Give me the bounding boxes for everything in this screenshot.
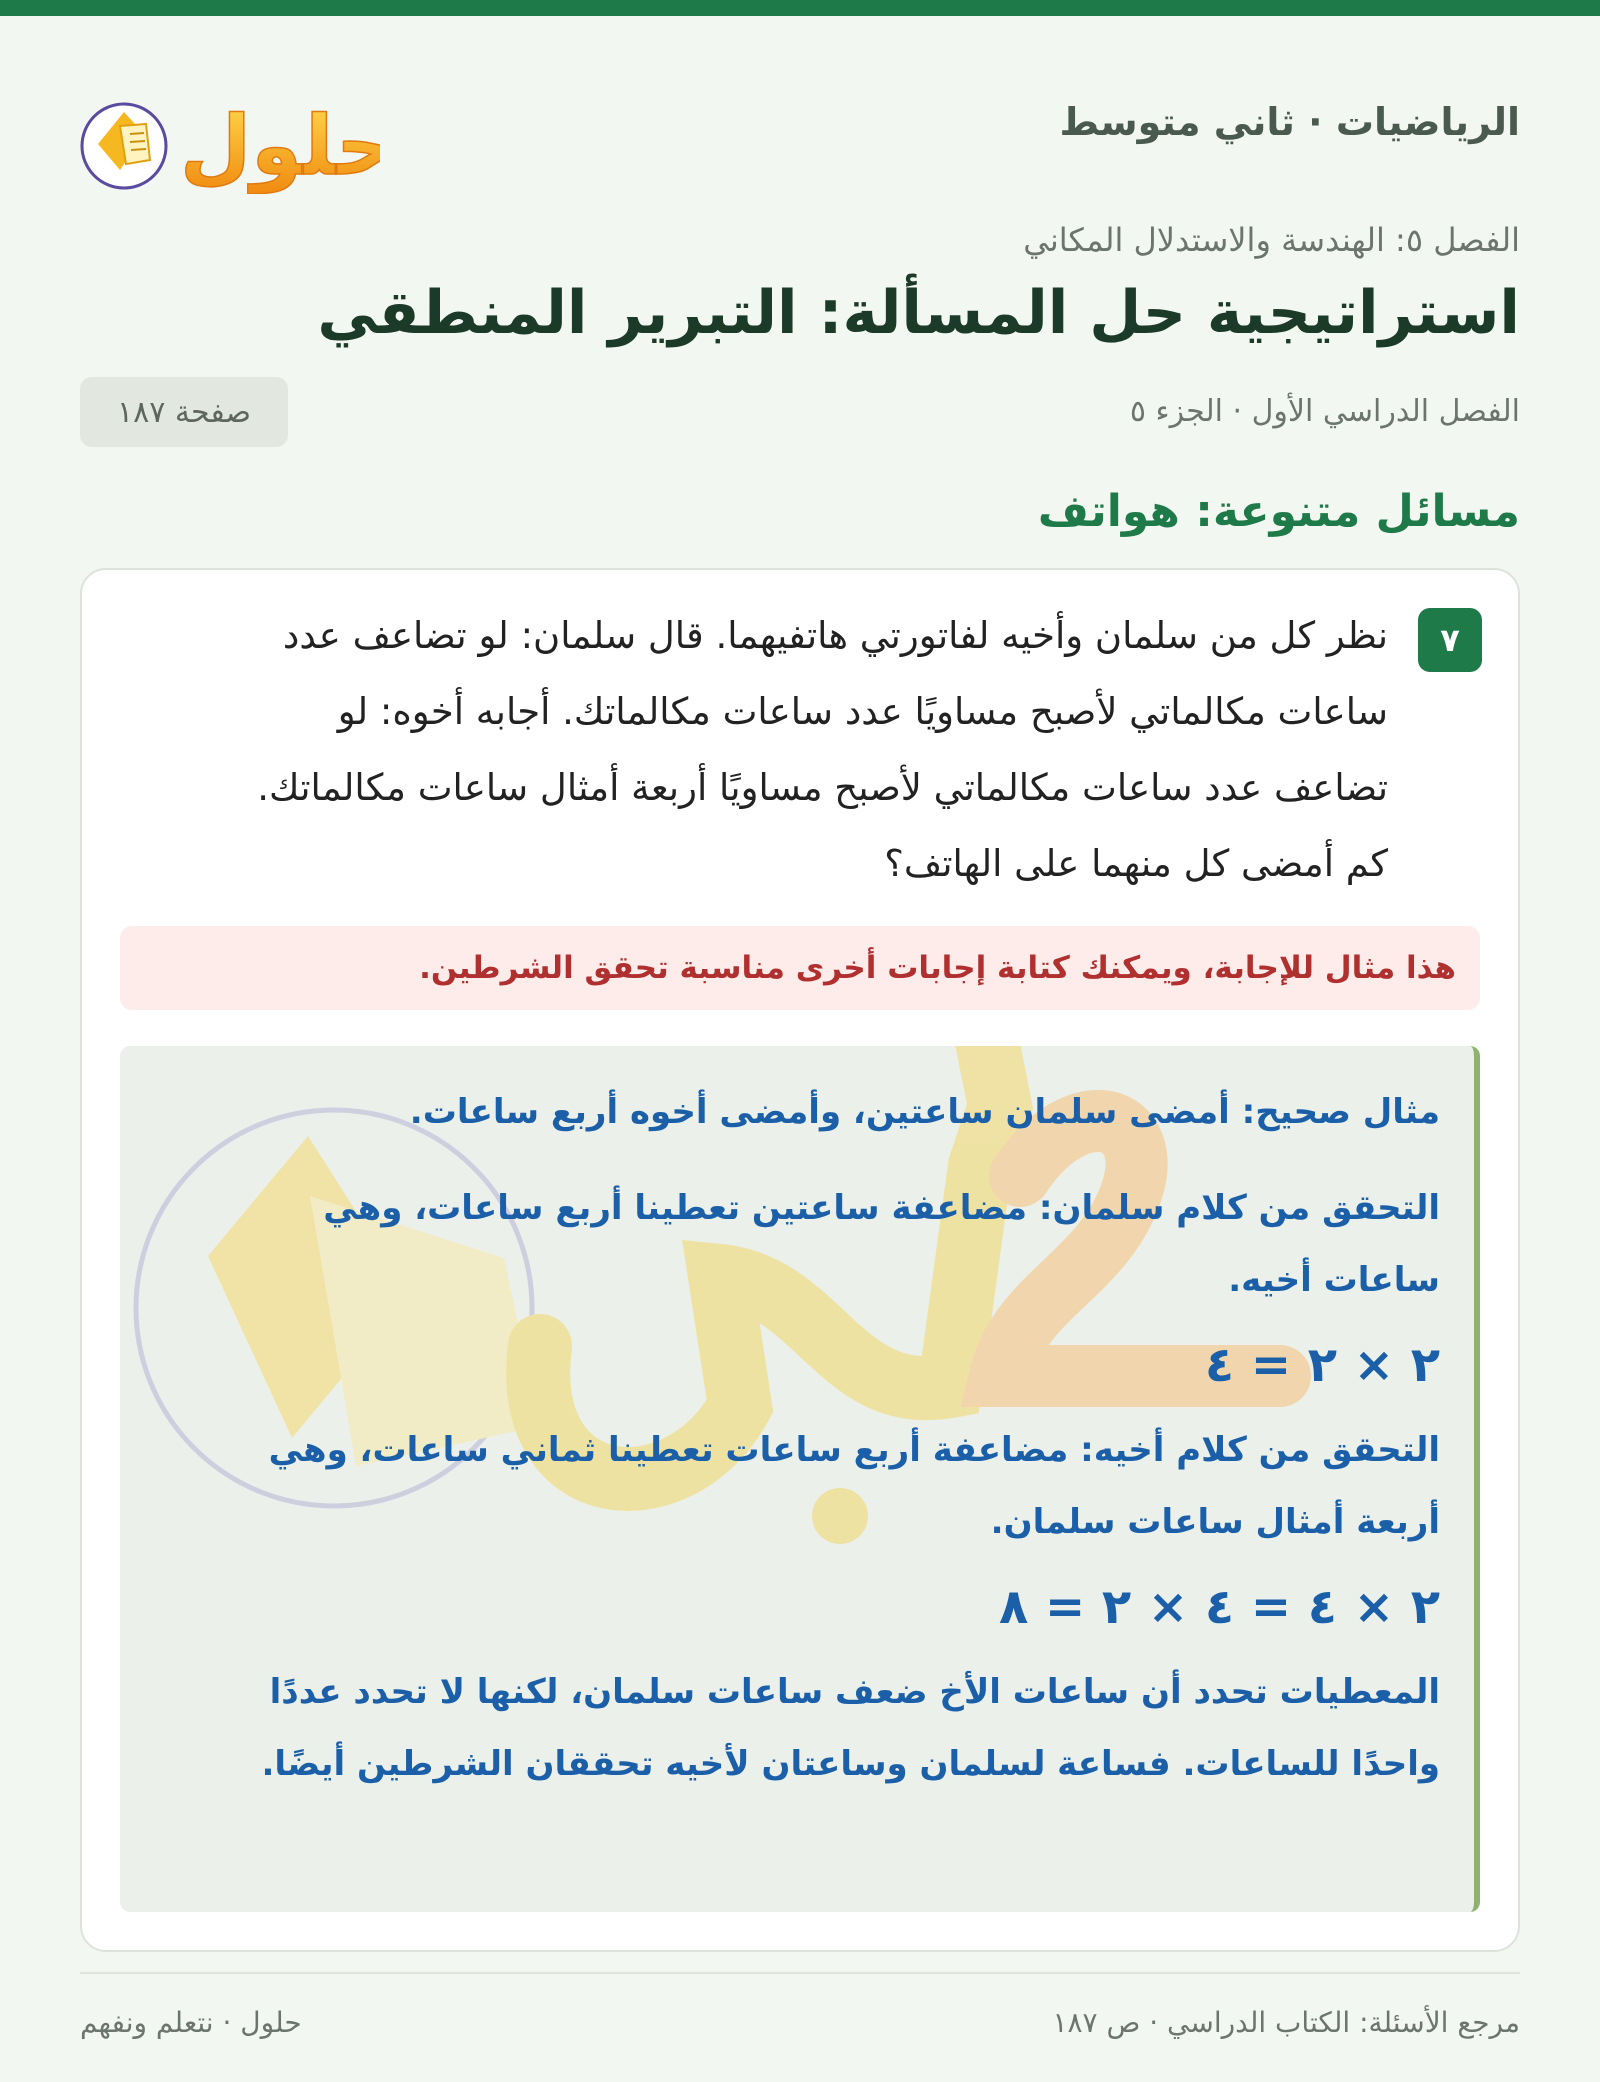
equation-1: ٢ × ٢ = ٤ bbox=[1204, 1337, 1440, 1393]
question-line: تضاعف عدد ساعات مكالماتي لأصبح مساويًا أربعة أمثال ساعات مكالماتك. bbox=[257, 766, 1388, 809]
answer-check-salman-line: التحقق من كلام سلمان: مضاعفة ساعتين تعطينا أربع ساعات، وهي bbox=[323, 1188, 1440, 1228]
answer-summary-line: المعطيات تحدد أن ساعات الأخ ضعف ساعات سلمان، لكنها لا تحدد عددًا bbox=[269, 1672, 1440, 1712]
question-number-badge: ٧ bbox=[1418, 608, 1482, 672]
svg-text:حلول: حلول bbox=[180, 99, 380, 194]
question-text bbox=[138, 598, 1388, 902]
footer-divider bbox=[80, 1972, 1520, 1974]
header bbox=[80, 16, 1520, 216]
question-card bbox=[80, 568, 1520, 1952]
chapter-label: الفصل ٥: الهندسة والاستدلال المكاني bbox=[1023, 221, 1520, 259]
footer-reference: مرجع الأسئلة: الكتاب الدراسي · ص ١٨٧ bbox=[1052, 2006, 1520, 2039]
term-part-label: الفصل الدراسي الأول · الجزء ٥ bbox=[1129, 394, 1520, 429]
answer-check-brother-line: أربعة أمثال ساعات سلمان. bbox=[990, 1502, 1440, 1542]
section-title: مسائل متنوعة: هواتف bbox=[1037, 486, 1520, 537]
answer-example: مثال صحيح: أمضى سلمان ساعتين، وأمضى أخوه أربع ساعات. bbox=[409, 1092, 1440, 1132]
answer-content bbox=[180, 1076, 1440, 1800]
page-title: استراتيجية حل المسألة: التبرير المنطقي bbox=[317, 278, 1520, 348]
logo-icon bbox=[80, 64, 380, 194]
answer-check-salman-line: ساعات أخيه. bbox=[1228, 1260, 1440, 1300]
page bbox=[80, 16, 1520, 2082]
question-line: ساعات مكالماتي لأصبح مساويًا عدد ساعات مكالماتك. أجابه أخوه: لو bbox=[337, 690, 1388, 733]
answer-box bbox=[120, 1046, 1480, 1912]
page-number-badge: صفحة ١٨٧ bbox=[80, 377, 288, 447]
question-line: كم أمضى كل منهما على الهاتف؟ bbox=[884, 842, 1388, 885]
equation-2: ٢ × ٤ = ٤ × ٢ = ٨ bbox=[998, 1579, 1440, 1635]
question-line: نظر كل من سلمان وأخيه لفاتورتي هاتفيهما. قال سلمان: لو تضاعف عدد bbox=[282, 614, 1388, 657]
hulul-logo[interactable] bbox=[80, 64, 380, 194]
subject-title: الرياضيات · ثاني متوسط bbox=[1059, 100, 1520, 144]
footer-brand: حلول · نتعلم ونفهم bbox=[80, 2006, 302, 2039]
answer-summary-line: واحدًا للساعات. فساعة لسلمان وساعتان لأخيه تحققان الشرطين أيضًا. bbox=[261, 1744, 1440, 1784]
answer-check-brother-line: التحقق من كلام أخيه: مضاعفة أربع ساعات تعطينا ثماني ساعات، وهي bbox=[268, 1430, 1440, 1470]
answer-note: هذا مثال للإجابة، ويمكنك كتابة إجابات أخرى مناسبة تحقق الشرطين. bbox=[120, 926, 1480, 1010]
top-accent-bar bbox=[0, 0, 1600, 16]
